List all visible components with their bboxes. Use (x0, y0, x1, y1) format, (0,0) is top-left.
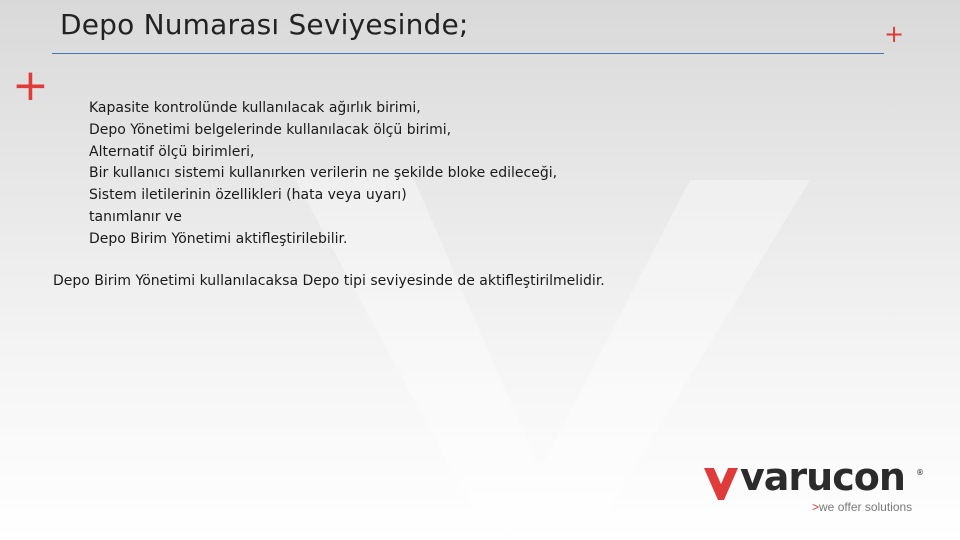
title-divider (52, 53, 884, 54)
registered-mark: ® (916, 468, 924, 477)
feature-list (89, 98, 557, 251)
slide-title: Depo Numarası Seviyesinde; (60, 8, 469, 41)
activation-note: Depo Birim Yönetimi kullanılacaksa Depo tipi seviyesinde de aktifleştirilmelidir. (53, 273, 605, 289)
tagline-arrow: > (812, 500, 820, 514)
list-item: Depo Yönetimi belgelerinde kullanılacak ölçü birimi, (89, 121, 452, 138)
list-item: Bir kullanıcı sistemi kullanırken verilerin ne şekilde bloke edileceği, (89, 165, 558, 182)
list-item: Kapasite kontrolünde kullanılacak ağırlık birimi, (89, 100, 421, 116)
list-item: Depo Birim Yönetimi aktifleştirilebilir. (89, 230, 348, 247)
logo-wordmark: varucon (740, 455, 905, 499)
list-item: Sistem iletilerinin özellikleri (hata veya uyarı) (89, 187, 407, 204)
list-item: tanımlanır ve (89, 208, 182, 225)
varucon-v-mark-icon (704, 468, 738, 500)
plus-icon-large: + (12, 60, 49, 111)
plus-icon-small: + (884, 20, 905, 48)
varucon-logo (704, 455, 924, 518)
list-item: Alternatif ölçü birimleri, (89, 143, 255, 160)
tagline-text: we offer solutions (819, 500, 913, 514)
logo-tagline (812, 500, 912, 514)
